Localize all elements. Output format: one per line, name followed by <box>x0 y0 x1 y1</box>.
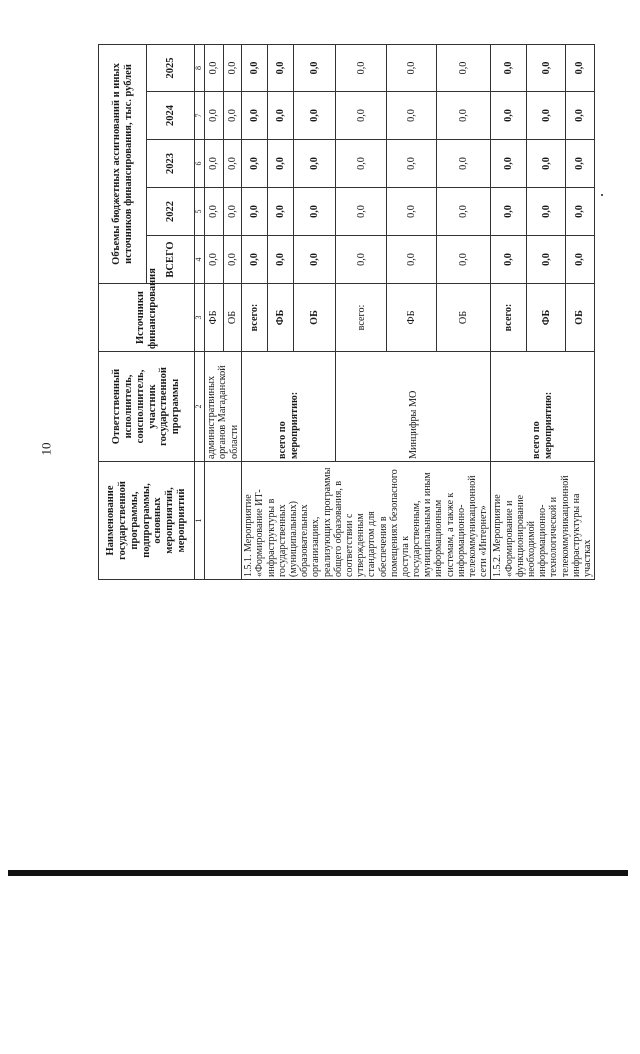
header-year-2022: 2022 <box>147 188 195 236</box>
responsible-cell: администратвиных органов Магаданской области <box>205 352 242 462</box>
value-cell: 0,0 <box>242 92 268 140</box>
value-cell: 0,0 <box>242 236 268 284</box>
column-number: 3 <box>195 284 205 352</box>
value-cell: 0,0 <box>205 92 224 140</box>
value-cell: 0,0 <box>527 140 566 188</box>
value-cell: 0,0 <box>223 140 242 188</box>
value-cell: 0,0 <box>336 188 387 236</box>
value-cell: 0,0 <box>268 140 294 188</box>
column-number: 4 <box>195 236 205 284</box>
value-cell: 0,0 <box>242 188 268 236</box>
value-cell: 0,0 <box>437 44 491 91</box>
value-cell: 0,0 <box>336 236 387 284</box>
source-cell: ОБ <box>437 284 491 352</box>
value-cell: 0,0 <box>205 44 224 91</box>
table-row <box>205 44 224 579</box>
column-number: 5 <box>195 188 205 236</box>
value-cell: 0,0 <box>223 236 242 284</box>
source-cell: ОБ <box>294 284 336 352</box>
value-cell: 0,0 <box>387 140 437 188</box>
value-cell: 0,0 <box>242 140 268 188</box>
value-cell: 0,0 <box>223 92 242 140</box>
value-cell: 0,0 <box>491 188 527 236</box>
source-cell: ФБ <box>268 284 294 352</box>
value-cell: 0,0 <box>294 44 336 91</box>
value-cell: 0,0 <box>566 140 595 188</box>
value-cell: 0,0 <box>437 188 491 236</box>
value-cell: 0,0 <box>268 44 294 91</box>
value-cell: 0,0 <box>437 92 491 140</box>
value-cell: 0,0 <box>387 188 437 236</box>
header-year-2024: 2024 <box>147 92 195 140</box>
value-cell: 0,0 <box>437 140 491 188</box>
value-cell: 0,0 <box>294 92 336 140</box>
value-cell: 0,0 <box>437 236 491 284</box>
value-cell: 0,0 <box>491 92 527 140</box>
value-cell: 0,0 <box>387 92 437 140</box>
value-cell: 0,0 <box>566 236 595 284</box>
measure-total-label: всего по мероприятию: <box>491 352 595 462</box>
column-number: 6 <box>195 140 205 188</box>
budget-table <box>98 44 595 580</box>
source-cell: ОБ <box>566 284 595 352</box>
value-cell: 0,0 <box>268 188 294 236</box>
value-cell: 0,0 <box>527 236 566 284</box>
value-cell: 0,0 <box>223 44 242 91</box>
header-program-name: Наименование государственной программы, подпрограммы, основных мероприятий, мероприятий <box>99 462 195 580</box>
header-year-2025: 2025 <box>147 44 195 91</box>
source-cell: всего: <box>491 284 527 352</box>
measure-name: 1.5.2. Мероприятие «Формирование и функционирование необходимой информационно-технологической и телекоммуникационной инфраструктуры на участках <box>491 462 595 580</box>
table-row <box>491 44 527 579</box>
value-cell: 0,0 <box>566 188 595 236</box>
scan-speck <box>601 194 603 196</box>
value-cell: 0,0 <box>566 92 595 140</box>
page-number: 10 <box>38 442 54 456</box>
measure-name: 1.5.1. Мероприятие «Формирование ИТ-инфраструктуры в государственных (муниципальных) образовательных организациях, реализующих программы общего образования, в соответствии с утвержденным стандартом для обеспечения в помещениях безопасного доступа к государственным, муниципальным и иным информационным системам, а также к информационно-телекоммуникационной сети «Интернет» <box>242 462 491 580</box>
header-responsible: Ответственный исполнитель, соисполнитель, участник государственной программы <box>99 352 195 462</box>
source-cell: всего: <box>336 284 387 352</box>
header-sources: Источники финансирования <box>99 284 195 352</box>
participant-cell: Минцифры МО <box>336 352 491 462</box>
value-cell: 0,0 <box>336 140 387 188</box>
value-cell: 0,0 <box>294 236 336 284</box>
value-cell: 0,0 <box>336 92 387 140</box>
value-cell: 0,0 <box>294 188 336 236</box>
budget-table-rotated <box>98 45 593 580</box>
value-cell: 0,0 <box>223 188 242 236</box>
table-row <box>242 44 268 579</box>
header-year-total: ВСЕГО <box>147 236 195 284</box>
value-cell: 0,0 <box>387 236 437 284</box>
source-cell: ФБ <box>527 284 566 352</box>
value-cell: 0,0 <box>205 188 224 236</box>
value-cell: 0,0 <box>268 92 294 140</box>
column-number: 8 <box>195 44 205 91</box>
source-cell: ФБ <box>205 284 224 352</box>
value-cell: 0,0 <box>566 44 595 91</box>
source-cell: ФБ <box>387 284 437 352</box>
scan-edge-line <box>8 870 628 876</box>
value-cell: 0,0 <box>242 44 268 91</box>
column-number: 2 <box>195 352 205 462</box>
value-cell: 0,0 <box>491 44 527 91</box>
column-number: 7 <box>195 92 205 140</box>
column-number: 1 <box>195 462 205 580</box>
source-cell: всего: <box>242 284 268 352</box>
column-number-row <box>195 44 205 579</box>
value-cell: 0,0 <box>527 188 566 236</box>
value-cell: 0,0 <box>205 236 224 284</box>
value-cell: 0,0 <box>268 236 294 284</box>
value-cell: 0,0 <box>491 236 527 284</box>
header-funding-group: Объемы бюджетных ассигнований и иных источников финансирования, тыс. рублей <box>99 44 147 283</box>
value-cell: 0,0 <box>527 44 566 91</box>
value-cell: 0,0 <box>205 140 224 188</box>
header-year-2023: 2023 <box>147 140 195 188</box>
value-cell: 0,0 <box>294 140 336 188</box>
value-cell: 0,0 <box>387 44 437 91</box>
source-cell: ОБ <box>223 284 242 352</box>
value-cell: 0,0 <box>491 140 527 188</box>
value-cell: 0,0 <box>336 44 387 91</box>
measure-total-label: всего по мероприятию: <box>242 352 336 462</box>
value-cell: 0,0 <box>527 92 566 140</box>
